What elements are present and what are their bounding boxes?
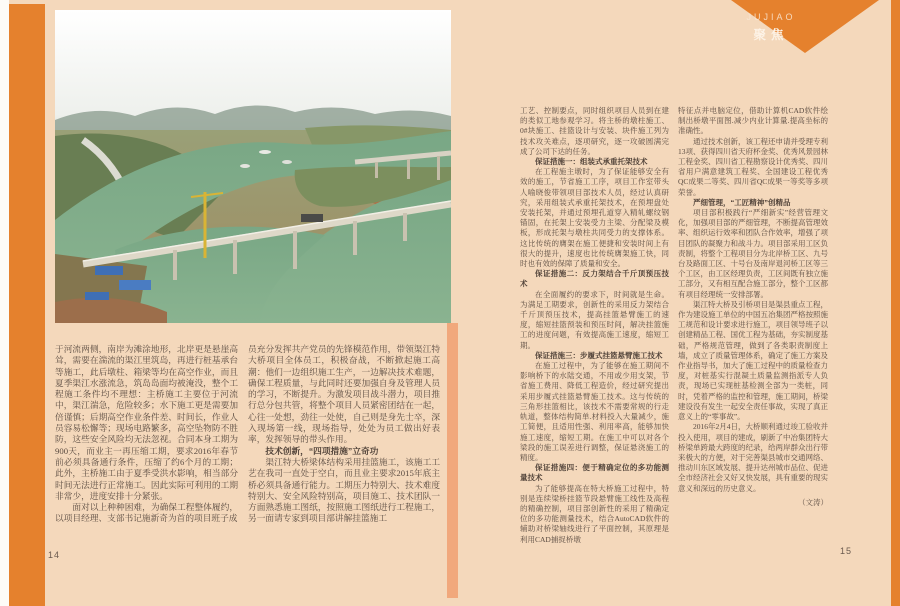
body-paragraph: 工艺、控制要点，同时组织项目人员到在建的类似工地参观学习。将主桥的墩柱施工、0#块施工、挂篮设计与安装、块件施工列为技术攻关难点，逐项研究，逐一攻破圆满完成了公司下达的任务。 [520,106,669,156]
right-accent-bar [891,0,900,606]
body-paragraph: 于河流两侧，南岸为滩涂地形，北岸更是悬崖高耸，需要在湍流的渠江里筑岛，再进行桩基承台等施工，此后墩柱、箱梁等均在高空作业，而且夏季渠江水涨流急，筑岛岛面均被淹没，整个工程施工条件均不理想：主桥施工主要位于河流中，渠江湍急，危险较多；水下施工更是需要加倍谨慎；后期高空作业条件差、时间长，作业人员容易松懈等；现场电路繁多，高空坠物防不胜防，这些安全风险均无法忽视。合同本身工期为900天，而业主一再压缩工期，要求2016年春节前必须具备通行条件，压缩了约6个月的工期；此外，主桥施工由于夏季受洪水影响，相当部分时间无法进行正常施工。因此实际可利用的工期非常少，进度安排十分紧张。 [55,344,238,501]
page-number-left: 14 [48,550,61,560]
left-accent-bar [9,4,45,606]
page-number-right: 15 [840,546,853,556]
body-paragraph: 通过技术创新，该工程还申请并受理专利13项、获得四川省天府杯金奖、优秀风景园林工程金奖、四川省工程勘察设计优秀奖、四川省用户满意建筑工程奖、全国建设工程优秀QC成果二等奖、四川省QC成果一等奖等多项荣誉。 [678,136,828,197]
subsection-heading: 保证措施四：便于精确定位的多功能测量技术 [520,463,669,483]
author-byline: （文涛） [798,497,828,507]
bridge-construction-photo [55,10,451,323]
body-paragraph: 2016年2月4日，大桥顺利通过竣工验收并投入使用，项目的建成，刷新了中冶集团特大桥梁单跨最大跨度的纪录，给两岸群众出行带来极大的方便，对于完善渠县城市交通网络、推动川东区域发展、提升达州城市品位、促进全市经济社会又好又快发展，具有重要的现实意义和深远的历史意义。 [678,422,828,493]
subsection-heading: 保证措施二：反力架结合千斤顶预压技术 [520,269,669,289]
body-paragraph: 面对以上种种困难，为确保工程整体履约，以项目经理、支部书记施新奇为首的项目班子成 [55,502,238,524]
body-paragraph: 特征点并电脑定位，借助计算机CAD软件绘制出桥墩平面图.减少内业计算量.提高坐标的准确性。 [678,106,828,136]
subsection-heading: 严细管理，“工匠精神”创精品 [693,197,791,207]
right-page-column-2 [678,106,828,526]
subsection-heading: 技术创新，“四项措施”立奇功 [265,445,379,456]
aerial-photo-illustration [55,10,451,323]
page-left-margin [0,0,9,606]
body-paragraph: 员充分发挥共产党员的先锋模范作用，带领渠江特大桥项目全体员工，积极奋战，不断掀起施工高潮：他们一边组织施工生产，一边解决技术难题，确保工程质量，与此同时还要加强自身及管理人员的学习，不断提升。为激发项目战斗潜力，项目推行总分包共管，将整个项目人员紧密团结在一起，心往一处想，劲往一处使，自己则是身先士卒，深入现场第一线，现场指导，处处为员工做出好表率，发挥领导的带头作用。 [248,344,440,445]
body-paragraph: 在全面履约的要求下，时间就是生命。为满足工期要求，创新性的采用反力架结合千斤顶预压技术，提高挂篮悬臂施工的速度，缩短挂篮预装和预压时间，解决挂篮施工的进度问题，有效提高施工速度，缩短工期。 [520,289,669,350]
left-page-column-1 [55,344,238,544]
body-paragraph: 项目部积极践行“严细新实”经营管理文化，加强项目部的严细管理，不断提高管理效率、组织运行效率和团队合作效率，增强了项目团队的凝聚力和战斗力。项目部采用工区负责制，将整个工程项目分为北岸桥工区、九号台及路面工区、十号台及南岸退河桥工区等三个工区，由工区经理负责，工区间既有独立施工部分，又有相互配合施工部分，整个工区都有项目经理统一安排部署。 [678,208,828,299]
body-paragraph: 在施工过程中，为了能够在施工期间不影响桥下的水陆交通，不用或少用支架，节省施工费用、降低工程造价，经过研究提出采用步履式挂篮悬臂施工技术。这与传统的三角形挂篮相比，该技术不需要常规的行走轨道，整体结构简单.材料投入大量减少，施工简便，且适用性强、利用率高，能够加快施工速度，缩短工期。在施工中可以对各个梁段的施工误差进行调整，保证悬浇施工的精度。 [520,361,669,462]
right-page-column-1 [520,106,669,544]
body-paragraph: 渠江特大桥及引桥项目是渠县重点工程，作为建设施工单位的中国五冶集团严格按照施工规范和设计要求进行施工，项目领导班子以创建精品工程、国优工程为基础，夯实制度基础，严格规范管理，做到了各类职责制度上墙，成立了质量管理体系，确定了施工方案及作业指导书，加大了施工过程中的质量检查力度，对桩基实行混凝土质量监测指派专人负责，现场已实现桩基检测全部为一类桩，同时，凭着严格的监控和管理，施工期间，桥梁建设没有发生一起安全责任事故，实现了真正意义上的“零事故”。 [678,299,828,422]
body-paragraph: 在工程施主墩时，为了保证能够安全有效的施工，节省施工工序，项目工作室带头人喻晓俊带领项目部技术人员，经过认真研究，采用组装式承重托架技术，在预埋盘处安装托架，并通过预埋孔道穿入精轧螺纹钢锚固，在托架上安装受力主梁、分配梁及模板，形成托架与墩柱共同受力的支撑体系。这比传统的膺架在施工便捷和安装时间上有很大的提升，速度也比传统膺架施工快，同时也有效的保障了质量和安全。 [520,167,669,269]
body-paragraph: 为了能够提高在特大桥施工过程中，特别是连续梁桥挂篮节段悬臂施工线性及高程的精确控制，项目部创新性的采用了精确定位的多功能测量技术，结合AutoCAD软件的辅助对桥梁轴线进行了平面控制，其原理是利用CAD捕捉桥墩 [520,483,669,544]
center-page-divider [447,323,458,598]
left-page-column-2 [248,344,440,544]
body-paragraph: 渠江特大桥梁体结构采用挂篮施工，该施工工艺在我司一直处于空白，而且业主要求2015年底主桥必须具备通行能力。工期压力特别大、技术难度特别大、安全风险特别高，项目施工、技术团队一方面熟悉施工图纸，按照施工图纸进行工程施工，另一面请专家到项目部讲解挂篮施工 [248,456,440,524]
subsection-heading: 保证措施一：组装式承重托架技术 [535,157,648,167]
section-title-cn: 聚焦 [753,28,789,42]
section-title-en: JUJIAO [746,12,796,22]
subsection-heading: 保证措施三：步履式挂篮悬臂施工技术 [535,350,663,360]
